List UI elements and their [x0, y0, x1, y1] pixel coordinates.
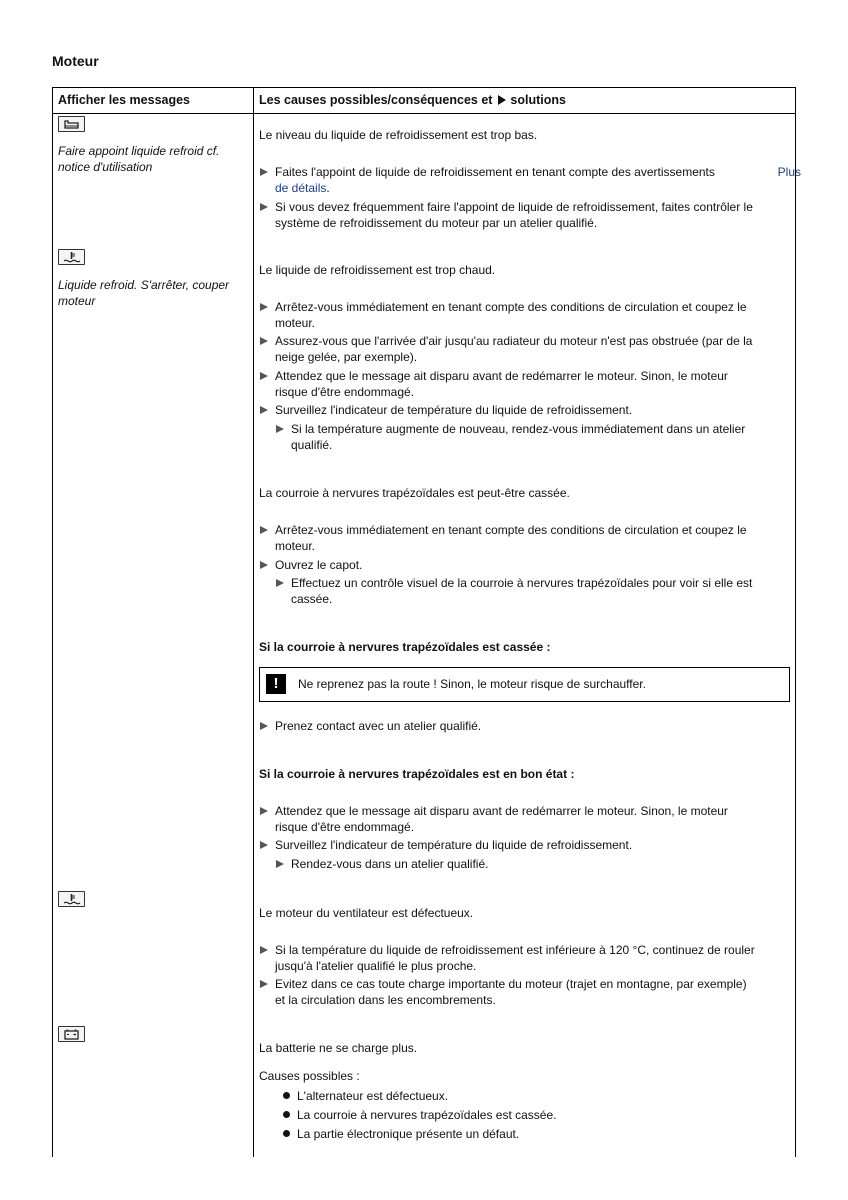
page-title: Moteur	[52, 53, 99, 69]
message-coolant-temp: Liquide refroid. S'arrêter, couper moteur	[58, 278, 230, 308]
sub-list-item	[275, 575, 807, 607]
item-text: La partie électronique présente un défaut.	[297, 1127, 520, 1141]
bullet-arrow-icon	[260, 561, 268, 569]
list-item	[283, 1107, 805, 1123]
item-text: Attendez que le message ait disparu avant de redémarrer le moteur. Sinon, le moteur	[275, 804, 728, 818]
item-text: Attendez que le message ait disparu avant de redémarrer le moteur. Sinon, le moteur	[275, 369, 728, 383]
cause-text: Le liquide de refroidissement est trop chaud.	[259, 263, 496, 277]
causes-label: Causes possibles :	[259, 1069, 360, 1083]
header-col2	[259, 93, 566, 107]
warning-text: Ne reprenez pas la route ! Sinon, le moteur risque de surchauffer.	[298, 677, 646, 691]
bullet-arrow-icon	[260, 372, 268, 380]
item-text: et la circulation dans les encombrements.	[275, 993, 496, 1007]
bullet-arrow-icon	[260, 807, 268, 815]
coolant-temp-icon	[58, 249, 85, 265]
messages-table	[52, 87, 801, 1157]
item-text: Surveillez l'indicateur de température du liquide de refroidissement.	[275, 838, 633, 852]
item-text: Assurez-vous que l'arrivée d'air jusqu'au radiateur du moteur n'est pas obstruée (par de la	[275, 334, 753, 348]
list-item	[283, 1088, 805, 1104]
cause-text: La batterie ne se charge plus.	[259, 1041, 418, 1055]
item-text: La courroie à nervures trapézoïdales est cassée.	[297, 1108, 557, 1122]
item-text: moteur.	[275, 539, 316, 553]
subheading-belt-ok: Si la courroie à nervures trapézoïdales est en bon état :	[259, 767, 575, 781]
item-text: risque d'être endommagé.	[275, 820, 415, 834]
coolant-temp-icon	[58, 891, 85, 907]
bullet-arrow-icon	[260, 841, 268, 849]
item-text: .	[326, 181, 330, 195]
bullet-arrow-icon	[260, 980, 268, 988]
column-divider	[253, 87, 254, 1157]
bullet-arrow-icon	[260, 168, 268, 176]
warning-box	[259, 667, 790, 702]
header-col2-solutions: solutions	[510, 93, 566, 107]
bullet-arrow-icon	[276, 425, 284, 433]
item-text: neige gelée, par exemple).	[275, 350, 418, 364]
bullet-arrow-icon	[260, 722, 268, 730]
item-text: Evitez dans ce cas toute charge importante du moteur (trajet en montagne, par exemple)	[275, 977, 747, 991]
list-item	[259, 557, 807, 573]
item-text: Si la température du liquide de refroidissement est inférieure à 120 °C, continuez de rouler	[275, 943, 755, 957]
item-text: moteur.	[275, 316, 316, 330]
header-bottom-border	[52, 113, 796, 114]
bullet-arrow-icon	[260, 946, 268, 954]
battery-icon	[58, 1026, 85, 1042]
item-text: Effectuez un contrôle visuel de la courroie à nervures trapézoïdales pour voir si elle est	[291, 576, 753, 590]
item-text: Ouvrez le capot.	[275, 558, 363, 572]
item-text: Si la température augmente de nouveau, rendez-vous immédiatement dans un atelier	[291, 422, 746, 436]
item-text: système de refroidissement du moteur par un atelier qualifié.	[275, 216, 598, 230]
item-text: Surveillez l'indicateur de température du liquide de refroidissement.	[275, 403, 633, 417]
list-item	[259, 402, 807, 418]
more-details-link[interactable]: Plus	[777, 165, 801, 179]
item-text: Arrêtez-vous immédiatement en tenant compte des conditions de circulation et coupez le	[275, 300, 747, 314]
item-text: Si vous devez fréquemment faire l'appoint de liquide de refroidissement, faites contrôler le	[275, 200, 753, 214]
item-text: qualifié.	[291, 438, 333, 452]
bullet-arrow-icon	[260, 303, 268, 311]
item-text: risque d'être endommagé.	[275, 385, 415, 399]
list-item	[259, 976, 807, 1008]
warning-icon: !	[266, 674, 286, 694]
list-item	[259, 837, 807, 853]
item-text: jusqu'à l'atelier qualifié le plus proche.	[275, 959, 477, 973]
sub-list-item	[275, 421, 807, 453]
list-item	[259, 299, 807, 331]
bullet-arrow-icon	[276, 860, 284, 868]
list-item	[259, 368, 807, 400]
item-text: Prenez contact avec un atelier qualifié.	[275, 719, 482, 733]
list-item	[259, 803, 807, 835]
item-text: cassée.	[291, 592, 333, 606]
bullet-arrow-icon	[276, 579, 284, 587]
header-col1: Afficher les messages	[58, 93, 191, 107]
cause-text: Le moteur du ventilateur est défectueux.	[259, 906, 474, 920]
item-text: Rendez-vous dans un atelier qualifié.	[291, 857, 489, 871]
header-col2-text: Les causes possibles/conséquences et	[259, 93, 493, 107]
item-text: L'alternateur est défectueux.	[297, 1089, 449, 1103]
bullet-dot-icon	[283, 1092, 290, 1099]
bullet-arrow-icon	[260, 203, 268, 211]
sub-list-item	[275, 856, 807, 872]
list-item	[259, 522, 807, 554]
bullet-arrow-icon	[260, 526, 268, 534]
table-top-border	[52, 87, 796, 88]
bullet-arrow-icon	[260, 406, 268, 414]
message-coolant-level: Faire appoint liquide refroid cf. notice d'utilisation	[58, 144, 220, 174]
coolant-level-icon	[58, 116, 85, 132]
list-item	[259, 164, 807, 196]
arrow-icon	[498, 95, 506, 105]
item-text: Faites l'appoint de liquide de refroidissement en tenant compte des avertissements	[275, 165, 715, 179]
bullet-dot-icon	[283, 1130, 290, 1137]
list-item	[259, 942, 807, 974]
bullet-dot-icon	[283, 1111, 290, 1118]
list-item	[259, 718, 807, 734]
item-text: Arrêtez-vous immédiatement en tenant compte des conditions de circulation et coupez le	[275, 523, 747, 537]
more-details-link-continued[interactable]: de détails	[275, 181, 327, 195]
bullet-arrow-icon	[260, 337, 268, 345]
subheading-belt-broken: Si la courroie à nervures trapézoïdales est cassée :	[259, 640, 551, 654]
table-left-border	[52, 87, 53, 1157]
cause-text: Le niveau du liquide de refroidissement est trop bas.	[259, 128, 538, 142]
list-item	[259, 199, 807, 231]
list-item	[259, 333, 807, 365]
list-item	[283, 1126, 805, 1142]
cause-text: La courroie à nervures trapézoïdales est peut-être cassée.	[259, 486, 570, 500]
